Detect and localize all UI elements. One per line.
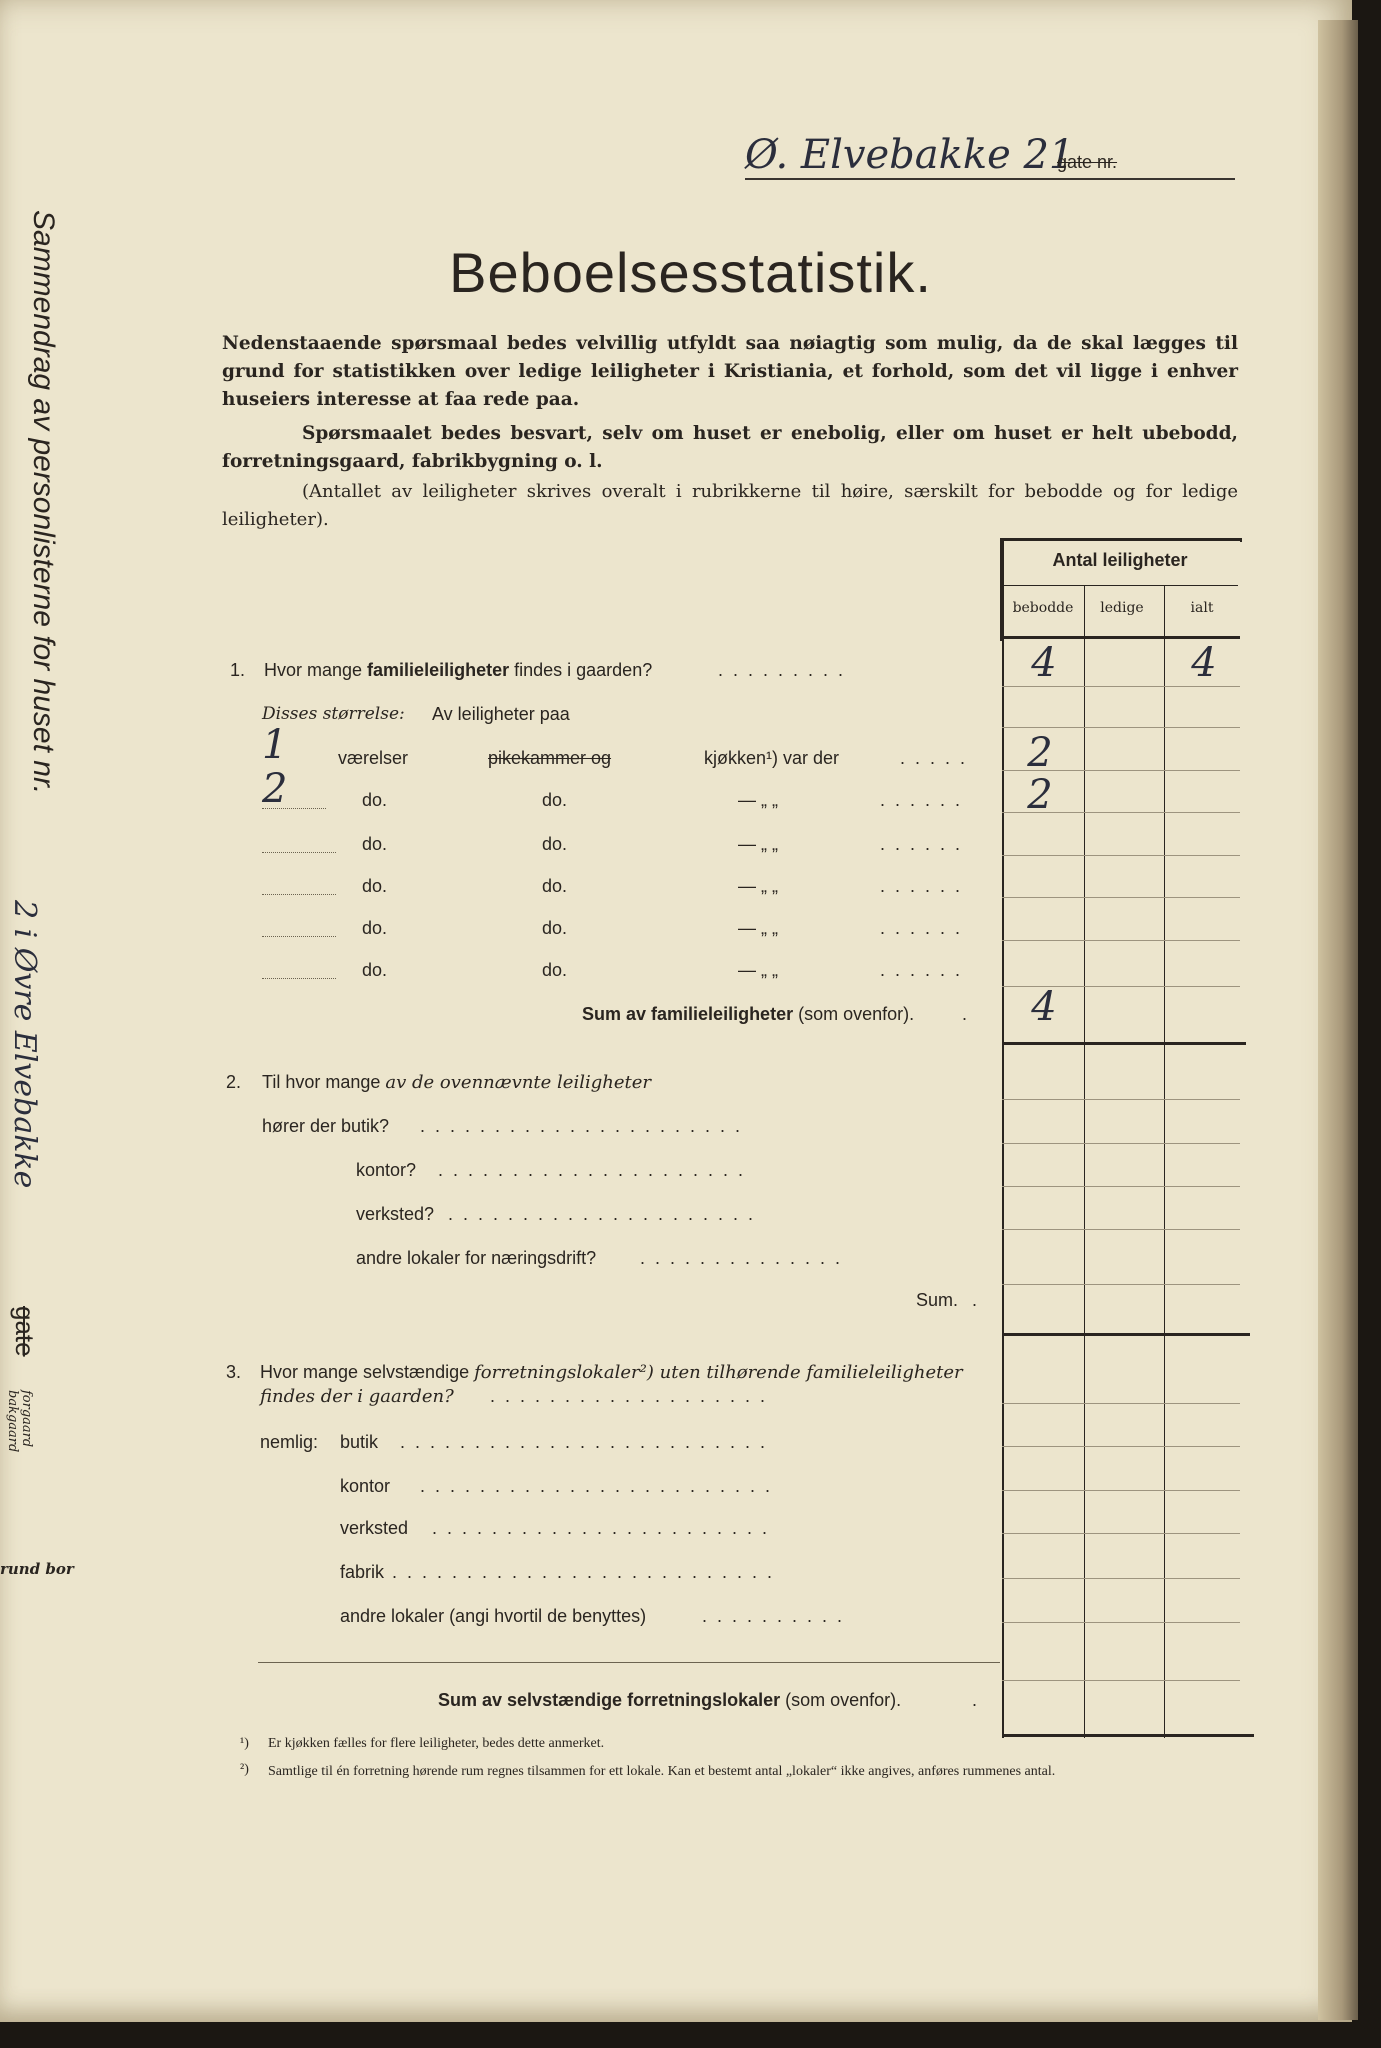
dot-leader: ...... <box>880 960 971 980</box>
rooms-value: 1 <box>262 722 288 768</box>
size-label: Disses størrelse: <box>262 704 405 724</box>
address-handwritten: Ø. Elvebakke 21 <box>745 132 1075 178</box>
row-col3: kjøkken¹) var der <box>704 748 840 768</box>
row-bebodde-value: 2 <box>1027 772 1053 818</box>
grid-line <box>1002 1734 1254 1737</box>
dot-leader: . <box>972 1690 988 1710</box>
q1-question: Hvor mange familieleiligheter findes i gaarden? <box>264 660 653 680</box>
address-line <box>745 178 1235 180</box>
col-ialt: ialt <box>1190 600 1214 616</box>
dot-leader: ......................... <box>400 1432 776 1452</box>
blank-line <box>262 852 336 853</box>
q3-kontor: kontor <box>340 1476 391 1496</box>
grid-line <box>1002 897 1240 898</box>
row-col2: do. <box>542 960 568 980</box>
grid-line <box>1002 727 1240 728</box>
grid-line <box>1002 1403 1240 1404</box>
grid-line <box>1002 855 1240 856</box>
grid-line <box>1002 1186 1240 1187</box>
row-col1: do. <box>362 834 388 854</box>
dot-leader: ....................... <box>432 1518 778 1538</box>
grid-line <box>1002 1446 1240 1447</box>
dot-leader: ...................... <box>420 1116 751 1136</box>
row-col1: do. <box>362 918 388 938</box>
blank-line <box>262 936 336 937</box>
dot-leader: ...... <box>880 834 971 854</box>
row-col3: — „ „ <box>738 918 778 938</box>
row-col1: værelser <box>338 748 409 768</box>
row-col3: — „ „ <box>738 834 778 854</box>
gate-nr-label: gate nr. <box>1057 152 1118 172</box>
q1-ialt-value: 4 <box>1191 640 1217 686</box>
grid-line <box>1002 940 1240 941</box>
intro-paragraph-1: Nedenstaaende spørsmaal bedes velvillig utfyldt saa nøiagtig som mulig, da de skal lægges til grund for statistikken over ledige leiligheter i Kristiania, et forhold, som det vil ligge i enhver huseiers interesse at faa rede paa. <box>222 333 1238 410</box>
side-grund-bor: rund bor <box>0 1560 74 1578</box>
q1-sum-bebodde-value: 4 <box>1031 984 1057 1030</box>
dot-leader: ..................... <box>448 1204 764 1224</box>
row-col3: — „ „ <box>738 876 778 896</box>
size-sub: Av leiligheter paa <box>432 704 570 724</box>
q3-question: Hvor mange selvstændige forretningslokaler²) uten tilhørende familieleiligheter <box>260 1362 963 1383</box>
dot-leader: .......................... <box>392 1562 783 1582</box>
dot-leader: ......... <box>718 660 854 680</box>
dot-leader: . <box>972 1290 988 1310</box>
grid-line <box>1002 1333 1250 1336</box>
grid-line <box>1002 1143 1240 1144</box>
q3-verksted: verksted <box>340 1518 409 1538</box>
table-title: Antal leiligheter <box>1052 550 1188 570</box>
intro-paragraph-2: Spørsmaalet bedes besvart, selv om huset er enebolig, eller om huset er helt ubebodd, forretningsgaard, fabrikbygning o. l. <box>222 423 1238 472</box>
row-col3: — „ „ <box>738 790 778 810</box>
page-title: Beboelsesstatistik. <box>449 241 932 304</box>
grid-line <box>1002 686 1240 687</box>
separator-line <box>258 1662 1000 1663</box>
footnote-1: Er kjøkken fælles for flere leiligheter, bedes dette anmerket. <box>268 1736 605 1751</box>
blank-line <box>262 978 336 979</box>
q2-andre: andre lokaler for næringsdrift? <box>356 1248 597 1268</box>
grid-line <box>1002 538 1004 1738</box>
dot-leader: ...... <box>880 876 971 896</box>
rooms-value: 2 <box>262 766 288 812</box>
col-ledige: ledige <box>1100 600 1144 616</box>
row-col2: do. <box>542 876 568 896</box>
grid-line <box>1002 1680 1240 1681</box>
dot-leader: ..................... <box>438 1160 754 1180</box>
grid-line <box>1002 1042 1246 1045</box>
q3-nemlig: nemlig: <box>260 1432 319 1452</box>
q1-bebodde-value: 4 <box>1031 640 1057 686</box>
q1-sum-label: Sum av familieleiligheter (som ovenfor). <box>582 1004 915 1024</box>
grid-line <box>1002 1229 1240 1230</box>
grid-line <box>1002 1099 1240 1100</box>
q2-butik: hører der butik? <box>262 1116 390 1136</box>
dot-leader: .............. <box>640 1248 851 1268</box>
q3-butik: butik <box>340 1432 379 1452</box>
footnote-2: Samtlige til én forretning hørende rum regnes tilsammen for ett lokale. Kan et bestemt antal „lokaler“ ikke angives, anføres rummenes antal. <box>268 1764 1056 1779</box>
dot-leader: ...... <box>880 918 971 938</box>
grid-line <box>1164 586 1165 1738</box>
side-bakgaard: bakgaard <box>5 1390 20 1453</box>
q3-fabrik: fabrik <box>340 1562 385 1582</box>
dot-leader: . <box>962 1004 978 1024</box>
dot-leader: .......... <box>702 1606 853 1626</box>
col-bebodde: bebodde <box>1012 600 1074 616</box>
q3-sum-label: Sum av selvstændige forretningslokaler (som ovenfor). <box>438 1690 902 1710</box>
row-col3: — „ „ <box>738 960 778 980</box>
row-col2: do. <box>542 790 568 810</box>
row-col2: do. <box>542 834 568 854</box>
dot-leader: ..... <box>900 748 976 768</box>
grid-line <box>1002 1533 1240 1534</box>
side-printed-text: Sammendrag av personlisterne for huset nr. <box>27 210 60 795</box>
q2-kontor: kontor? <box>356 1160 417 1180</box>
grid-line <box>1002 1284 1240 1285</box>
table-subheader-line <box>1000 585 1238 586</box>
side-forgaard: forgaard <box>19 1390 34 1448</box>
row-col2: do. <box>542 918 568 938</box>
dot-leader: ................... <box>490 1386 776 1406</box>
grid-line <box>1084 586 1085 1738</box>
q2-number: 2. <box>226 1072 242 1092</box>
q3-question-2: findes der i gaarden? <box>260 1386 454 1407</box>
page-edge <box>1318 20 1358 2020</box>
footnote-1-mark: ¹) <box>240 1736 249 1751</box>
row-bebodde-value: 2 <box>1027 730 1053 776</box>
row-col1: do. <box>362 876 388 896</box>
row-col1: do. <box>362 790 388 810</box>
side-handwritten-text: 2 i Øvre Elvebakke <box>7 900 42 1189</box>
row-col2: pikekammer og <box>488 748 612 768</box>
grid-line <box>1002 1622 1240 1623</box>
grid-line <box>1002 1490 1240 1491</box>
grid-line <box>1002 1578 1240 1579</box>
q2-question: Til hvor mange av de ovennævnte leiligheter <box>262 1072 651 1093</box>
side-gate: gate <box>10 1306 40 1357</box>
dot-leader: ........................ <box>420 1476 781 1496</box>
q3-andre: andre lokaler (angi hvortil de benyttes) <box>340 1606 647 1626</box>
grid-line <box>1002 636 1240 639</box>
dot-leader: ...... <box>880 790 971 810</box>
q3-number: 3. <box>226 1362 242 1382</box>
row-col1: do. <box>362 960 388 980</box>
blank-line <box>262 894 336 895</box>
q2-sum: Sum. <box>916 1290 959 1310</box>
q2-verksted: verksted? <box>356 1204 435 1224</box>
q1-number: 1. <box>230 660 246 680</box>
footnote-2-mark: ²) <box>240 1762 249 1777</box>
grid-line <box>1240 538 1242 542</box>
intro-paragraph-3: (Antallet av leiligheter skrives overalt i rubrikkerne til høire, særskilt for bebodde og for ledige leiligheter). <box>222 481 1238 530</box>
